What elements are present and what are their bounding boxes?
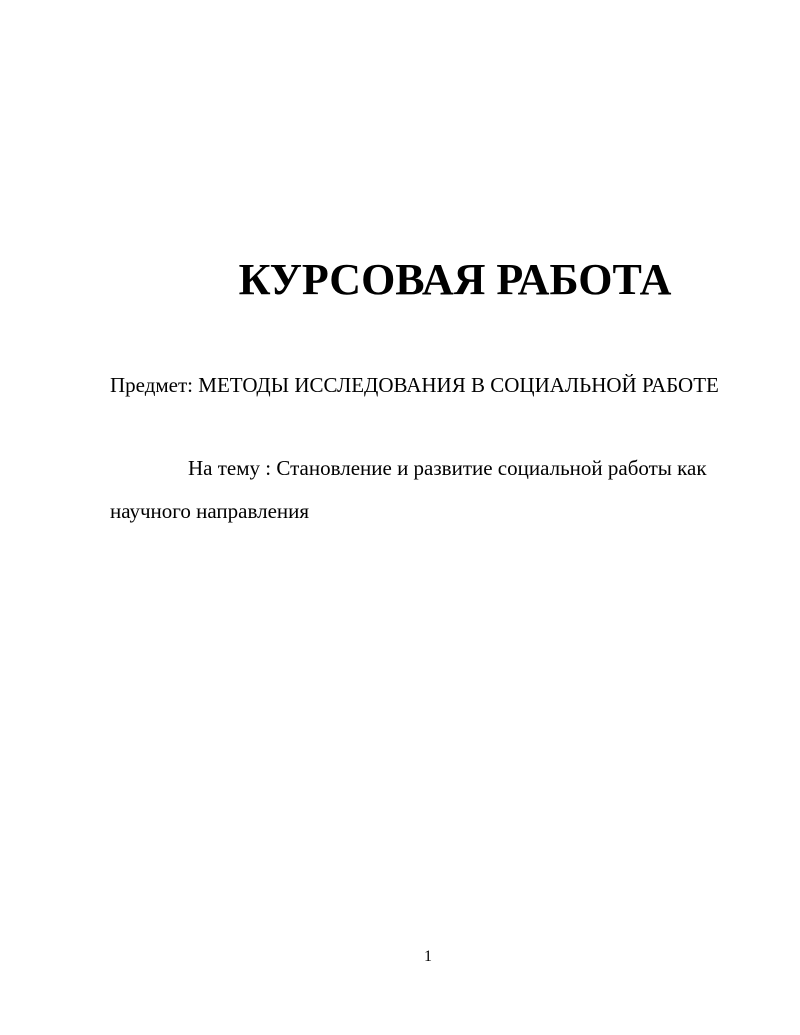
subject-line: Предмет: МЕТОДЫ ИССЛЕДОВАНИЯ В СОЦИАЛЬНОЙ РАБОТЕ	[110, 373, 719, 397]
page-number: 1	[424, 948, 432, 965]
document-title: КУРСОВАЯ РАБОТА	[238, 255, 672, 304]
topic-line: На тему : Становление и развитие социальной работы как научного направления	[110, 456, 707, 523]
